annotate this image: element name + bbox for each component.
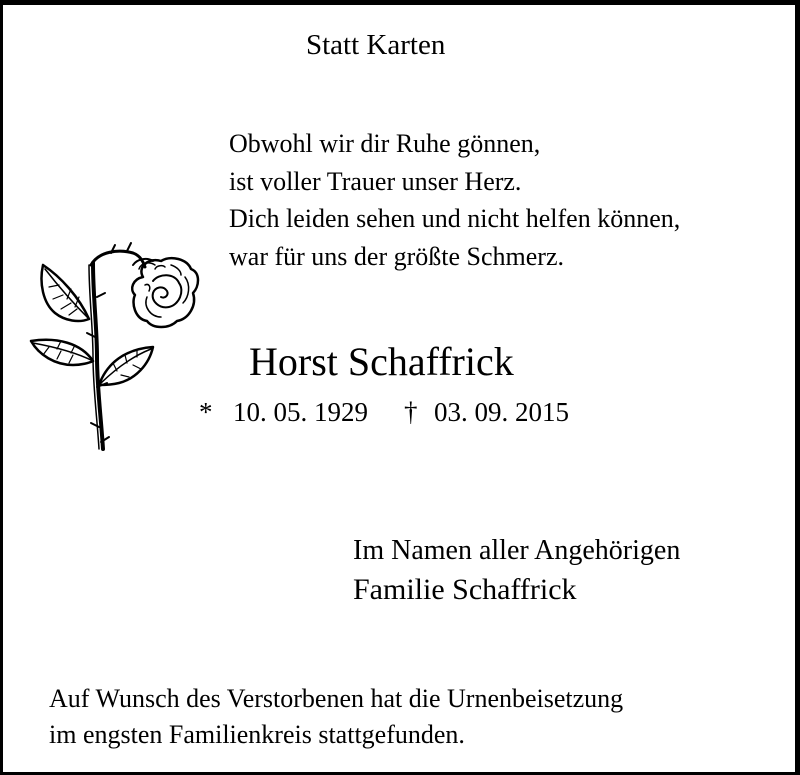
birth-symbol: * bbox=[199, 397, 213, 427]
deceased-name: Horst Schaffrick bbox=[249, 339, 514, 384]
rose-icon bbox=[21, 237, 206, 459]
birth-date: 10. 05. 1929 bbox=[233, 397, 368, 427]
poem-line: ist voller Trauer unser Herz. bbox=[229, 166, 522, 196]
footnote-line: im engsten Familienkreis stattgefunden. bbox=[49, 720, 465, 749]
footnote bbox=[49, 681, 623, 753]
poem-line: Dich leiden sehen und nicht helfen können, bbox=[229, 204, 681, 233]
signoff-line-family: Familie Schaffrick bbox=[353, 573, 577, 606]
poem-line: Obwohl wir dir Ruhe gönnen, bbox=[229, 129, 541, 158]
poem bbox=[229, 125, 680, 275]
signoff-line-relatives: Im Namen aller Angehörigen bbox=[353, 535, 681, 566]
footnote-line: Auf Wunsch des Verstorbenen hat die Urnenbeisetzung bbox=[49, 684, 624, 713]
death-symbol: † bbox=[404, 397, 418, 427]
header-statt-karten: Statt Karten bbox=[306, 29, 446, 61]
poem-line: war für uns der größte Schmerz. bbox=[229, 241, 564, 271]
death-date: 03. 09. 2015 bbox=[434, 397, 569, 427]
signoff bbox=[353, 532, 680, 610]
life-dates bbox=[199, 394, 569, 430]
